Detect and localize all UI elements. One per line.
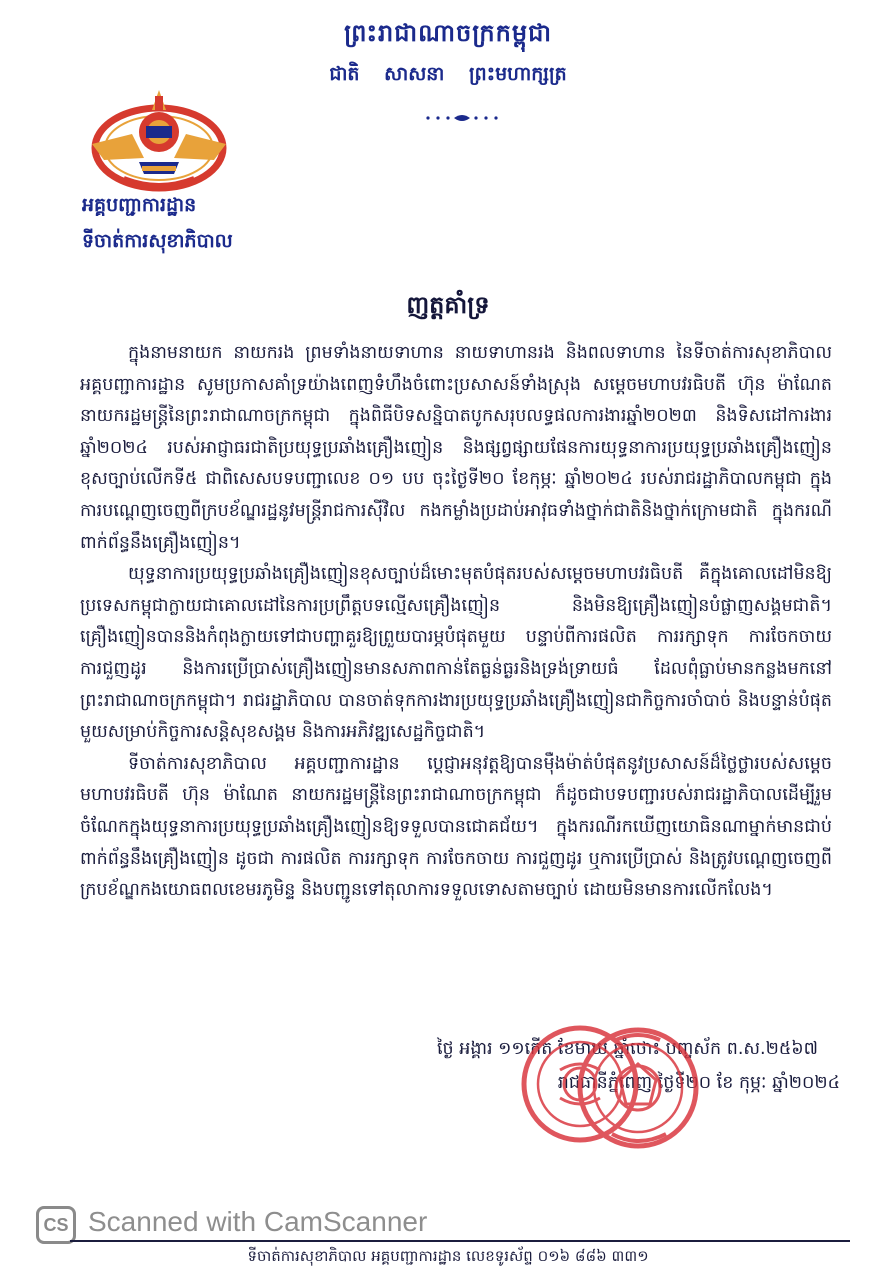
solar-date: រាជធានីភ្នំពេញ ថ្ងៃទី២០ ខែ កុម្ភៈ ឆ្នាំ២០២៤ bbox=[557, 1073, 840, 1093]
document-title: ញត្តគាំទ្រ bbox=[406, 291, 490, 319]
lunar-date: ថ្ងៃ អង្គារ ១១កើត ខែមាឃ ឆ្នាំថោះ បញ្ចស័ក ព.ស.២៥៦៧ bbox=[436, 1039, 818, 1059]
body-paragraph: យុទ្ធនាការប្រយុទ្ធប្រឆាំងគ្រឿងញៀនខុសច្បាប់ដ៏មោះមុតបំផុតរបស់សម្តេចមហាបវរធិបតី គឺក្នុងគោលដៅមិនឱ្យប្រទេសកម្ពុជាក្លាយជាគោលដៅនៃការប្រព្រឹត្តបទល្មើសគ្រឿងញៀន និងមិនឱ្យគ្រឿងញៀនបំផ្លាញសង្គមជាតិ។ គ្រឿងញៀនបាននិងកំពុងក្លាយទៅជាបញ្ហាគួរឱ្យព្រួយបារម្ភបំផុតមួយ បន្ទាប់ពីការផលិត ការរក្សាទុក ការចែកចាយ ការជួញដូរ និងការប្រើប្រាស់គ្រឿងញៀនមានសភាពកាន់តែធ្ងន់ធ្ងរនិងទ្រង់ទ្រាយធំ ដែលពុំធ្លាប់មានកន្លងមកនៅព្រះរាជាណាចក្រកម្ពុជា។ រាជរដ្ឋាភិបាល បានចាត់ទុកការងារប្រយុទ្ធប្រឆាំងគ្រឿងញៀនជាកិច្ចការចាំបាច់ និងបន្ទាន់បំផុតមួយសម្រាប់កិច្ចការសន្តិសុខសង្គម និងការអភិវឌ្ឍសេដ្ឋកិច្ចជាតិ។ bbox=[80, 564, 832, 743]
official-seal-icon bbox=[520, 1000, 704, 1172]
ornament-divider-icon bbox=[420, 110, 504, 126]
letter-body bbox=[80, 338, 832, 907]
national-motto: ជាតិ សាសនា ព្រះមហាក្សត្រ bbox=[329, 63, 567, 85]
sender-unit-line2: ទីចាត់ការសុខាភិបាល bbox=[82, 230, 233, 252]
body-paragraph: ទីចាត់ការសុខាភិបាល អគ្គបញ្ជាការដ្ឋាន ប្តេជ្ញាអនុវត្តឱ្យបានម៉ឺងម៉ាត់បំផុតនូវប្រសាសន៍ដ៏ថ្លៃថ្លារបស់សម្តេចមហាបវរធិបតី ហ៊ុន ម៉ាណែត នាយករដ្ឋមន្ត្រីនៃព្រះរាជាណាចក្រកម្ពុជា ក៏ដូចជាបទបញ្ជារបស់រាជរដ្ឋាភិបាលដើម្បីរួមចំណែកក្នុងយុទ្ធនាការប្រយុទ្ធប្រឆាំងគ្រឿងញៀនឱ្យទទួលបានជោគជ័យ។ ក្នុងករណីរកឃើញយោធិនណាម្នាក់មានជាប់ពាក់ព័ន្ធនឹងគ្រឿងញៀន ដូចជា ការផលិត ការរក្សាទុក ការចែកចាយ ការជួញដូរ ឬការប្រើប្រាស់ និងត្រូវបណ្តេញចេញពីក្របខ័ណ្ឌកងយោធពលខេមរភូមិន្ទ និងបញ្ជូនទៅតុលាការទទួលទោសតាមច្បាប់ ដោយមិនមានការលើកលែង។ bbox=[80, 753, 832, 901]
kingdom-title: ព្រះរាជាណាចក្រកម្ពុជា bbox=[344, 19, 552, 47]
scan-watermark: Scanned with CamScanner bbox=[88, 1206, 428, 1237]
footer-contact: ទីចាត់ការសុខាភិបាល អគ្គបញ្ជាការដ្ឋាន លេខទូរស័ព្ទ ០១៦ ៨៨៦ ៣៣១ bbox=[247, 1247, 649, 1265]
sender-unit-line1: អគ្គបញ្ជាការដ្ឋាន bbox=[82, 194, 197, 216]
footer-divider bbox=[70, 1240, 850, 1242]
camscanner-logo-icon: CS bbox=[36, 1206, 76, 1244]
body-paragraph: ក្នុងនាមនាយក នាយករង ព្រមទាំងនាយទាហាន នាយទាហានរង និងពលទាហាន នៃទីចាត់ការសុខាភិបាល អគ្គបញ្ជាការដ្ឋាន សូមប្រកាសគាំទ្រយ៉ាងពេញទំហឹងចំពោះប្រសាសន៍ទាំងស្រុង សម្តេចមហាបវរធិបតី ហ៊ុន ម៉ាណែត នាយករដ្ឋមន្ត្រីនៃព្រះរាជាណាចក្រកម្ពុជា ក្នុងពិធីបិទសន្និបាតបូកសរុបលទ្ធផលការងារឆ្នាំ២០២៣ និងទិសដៅការងារឆ្នាំ២០២៤ របស់អាជ្ញាធរជាតិប្រយុទ្ធប្រឆាំងគ្រឿងញៀន និងផ្សព្វផ្សាយផែនការយុទ្ធនាការប្រយុទ្ធប្រឆាំងគ្រឿងញៀនខុសច្បាប់លើកទី៥ ជាពិសេសបទបញ្ជាលេខ ០១ បប ចុះថ្ងៃទី២០ ខែកុម្ភៈ ឆ្នាំ២០២៤ របស់រាជរដ្ឋាភិបាលកម្ពុជា ក្នុងការបណ្តេញចេញពីក្របខ័ណ្ឌរដ្ឋនូវមន្ត្រីរាជការស៊ីវិល កងកម្លាំងប្រដាប់អាវុធទាំងថ្នាក់ជាតិនិងថ្នាក់ក្រោមជាតិ ក្នុងករណីពាក់ព័ន្ធនឹងគ្រឿងញៀន។ bbox=[80, 343, 832, 553]
military-emblem-icon bbox=[84, 86, 234, 198]
